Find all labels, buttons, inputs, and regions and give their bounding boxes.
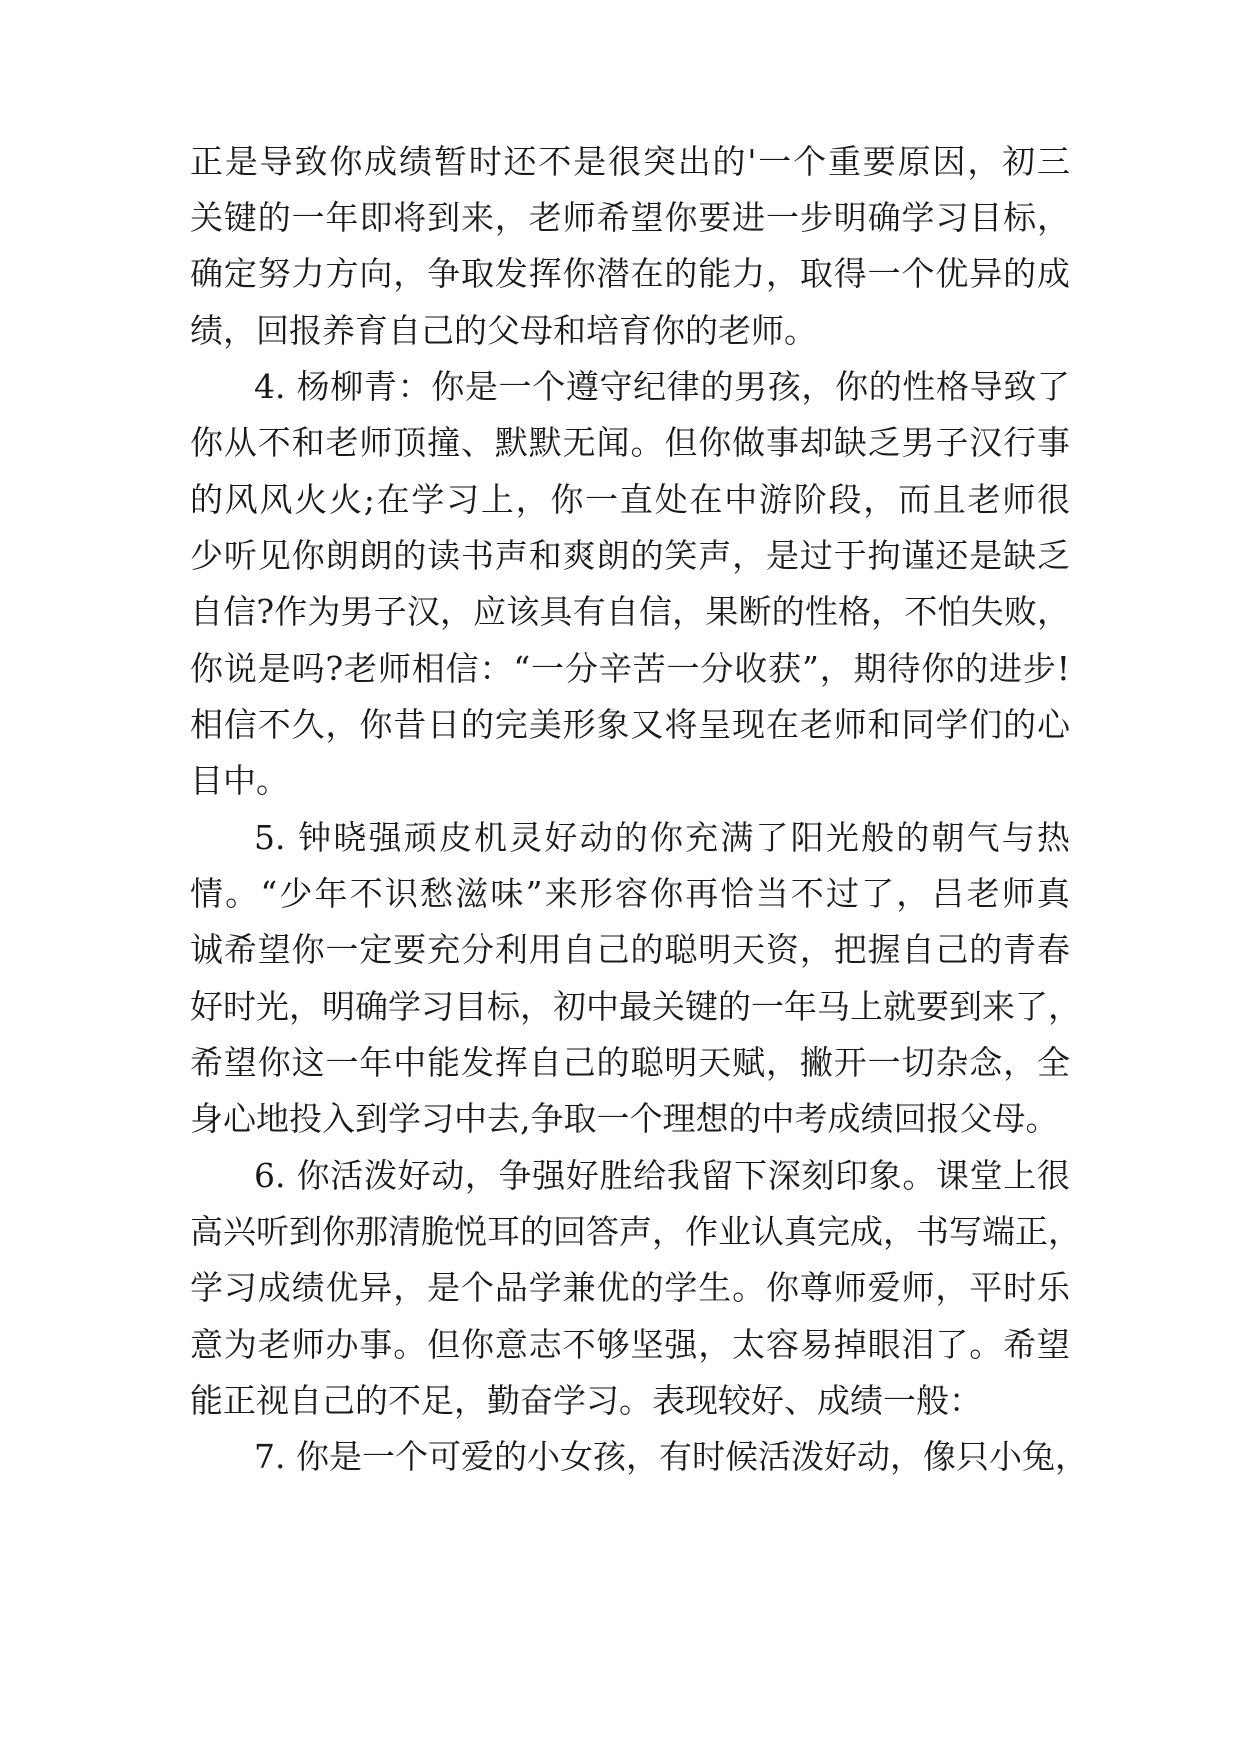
text-line: 少听见你朗朗的读书声和爽朗的笑声，是过于拘谨还是缺乏 [190, 536, 1070, 575]
text-line: 目中。 [190, 761, 289, 800]
text-line: 绩，回报养育自己的父母和培育你的老师。 [190, 311, 817, 350]
paragraph-5-first-line: 5. 钟晓强顽皮机灵好动的你充满了阳光般的朝气与热 [254, 818, 1070, 857]
text-line: 身心地投入到学习中去,争取一个理想的中考成绩回报父母。 [190, 1099, 1059, 1138]
text-line: 相信不久，你昔日的完美形象又将呈现在老师和同学们的心 [190, 705, 1070, 744]
text-line: 你从不和老师顶撞、默默无闻。但你做事却缺乏男子汉行事 [190, 423, 1070, 462]
text-line: 你说是吗?老师相信：“一分辛苦一分收获”，期待你的进步! [190, 649, 1070, 688]
text-line: 诚希望你一定要充分利用自己的聪明天资，把握自己的青春 [190, 930, 1070, 969]
text-line: 的风风火火;在学习上，你一直处在中游阶段，而且老师很 [190, 480, 1070, 519]
text-line: 高兴听到你那清脆悦耳的回答声，作业认真完成，书写端正， [190, 1212, 1081, 1251]
text-line: 正是导致你成绩暂时还不是很突出的'一个重要原因，初三 [190, 142, 1070, 181]
text-line: 情。“少年不识愁滋味”来形容你再恰当不过了，吕老师真 [190, 874, 1070, 913]
text-line: 关键的一年即将到来，老师希望你要进一步明确学习目标， [190, 198, 1070, 237]
text-line: 意为老师办事。但你意志不够坚强，太容易掉眼泪了。希望 [190, 1325, 1070, 1364]
text-line: 学习成绩优异，是个品学兼优的学生。你尊师爱师，平时乐 [190, 1268, 1070, 1307]
text-line: 希望你这一年中能发挥自己的聪明天赋，撇开一切杂念，全 [190, 1043, 1070, 1082]
text-line: 自信?作为男子汉，应该具有自信，果断的性格，不怕失败， [190, 592, 1070, 631]
text-line: 好时光，明确学习目标，初中最关键的一年马上就要到来了， [190, 987, 1081, 1026]
text-line: 能正视自己的不足，勤奋学习。表现较好、成绩一般： [190, 1381, 982, 1420]
text-line: 确定努力方向，争取发挥你潜在的能力，取得一个优异的成 [190, 254, 1070, 293]
paragraph-6-first-line: 6. 你活泼好动，争强好胜给我留下深刻印象。课堂上很 [254, 1156, 1070, 1195]
paragraph-7-first-line: 7. 你是一个可爱的小女孩，有时候活泼好动，像只小兔， [254, 1437, 1088, 1476]
paragraph-4-first-line: 4. 杨柳青：你是一个遵守纪律的男孩，你的性格导致了 [254, 367, 1070, 406]
